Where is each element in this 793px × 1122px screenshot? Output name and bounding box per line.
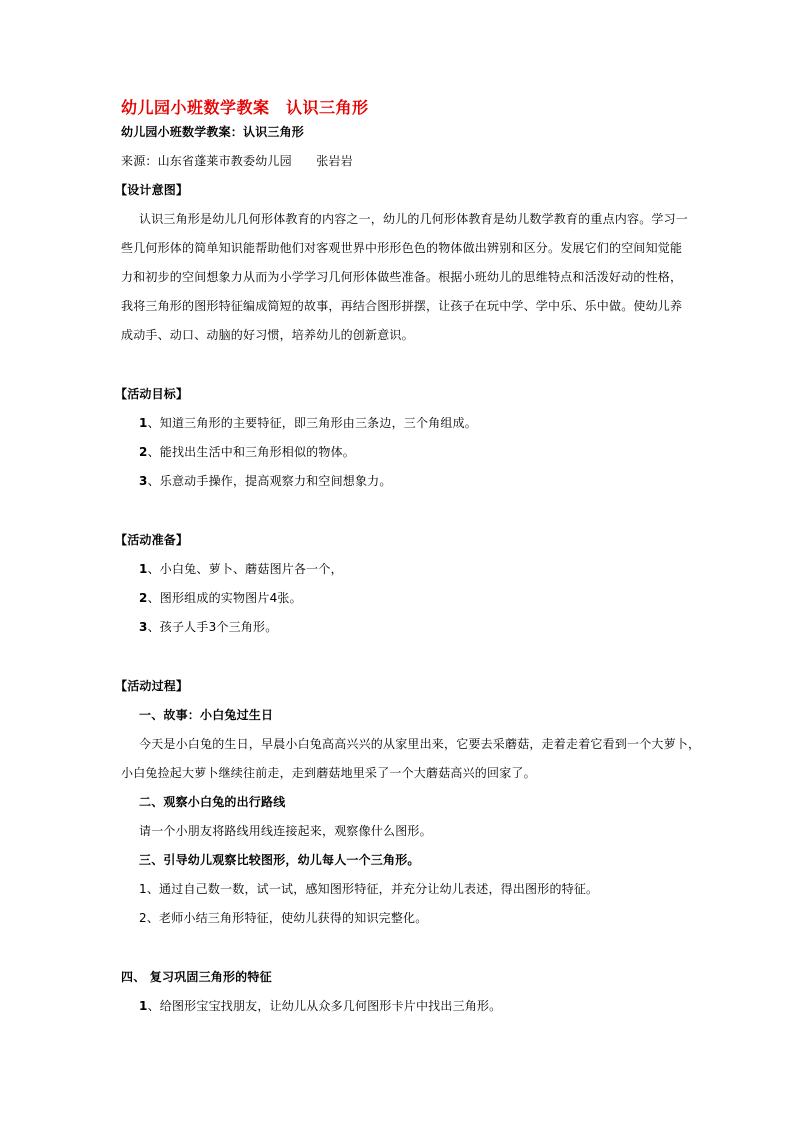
process-step-title: 一、故事：小白兔过生日 [139,708,274,722]
goal-item [139,444,355,460]
process-step-title: 四、 复习巩固三角形的特征 [121,970,272,984]
sub-item-number: 2 [139,911,147,925]
goal-item [139,473,392,489]
design-paragraph-line: 成动手、动口、动脑的好习惯，培养幼儿的创新意识。 [121,328,414,342]
prep-text: 、图形组成的实物图片4张。 [147,591,302,605]
prep-number: 1 [139,562,148,576]
goal-text: 、能找出生活中和三角形相似的物体。 [147,445,355,459]
prep-text: 、孩子人手3个三角形。 [147,620,278,634]
prep-item [139,561,343,577]
design-heading: 【设计意图】 [115,183,189,197]
design-paragraph-line: 力和初步的空间想象力从而为小学学习几何形体做些准备。根据小班幼儿的思维特点和活泼好动的性格， [121,270,683,284]
prep-text: 、小白兔、萝卜、蘑菇图片各一个， [147,562,343,576]
prep-number: 2 [139,591,148,605]
goal-text: 、知道三角形的主要特征，即三角形由三条边，三个角组成。 [147,416,477,430]
subtitle: 幼儿园小班数学教案：认识三角形 [121,125,305,139]
design-paragraph-line: 认识三角形是幼儿几何形体教育的内容之一，幼儿的几何形体教育是幼儿数学教育的重点内容。学习一 [139,212,689,226]
goal-item [139,415,477,431]
goal-text: 、乐意动手操作，提高观察力和空间想象力。 [147,474,392,488]
process-step-text: 请一个小朋友将路线用线连接起来，观察像什么图形。 [139,824,432,838]
prep-item [139,590,302,606]
design-paragraph-line: 我将三角形的图形特征编成简短的故事，再结合图形拼摆，让孩子在玩中学、学中乐、乐中做。使幼儿养 [121,299,683,313]
goal-number: 3 [139,474,148,488]
sub-item-number: 1 [139,999,148,1013]
goal-number: 2 [139,445,148,459]
prep-item [139,619,277,635]
page-title: 幼儿园小班数学教案 认识三角形 [121,98,369,117]
goals-heading: 【活动目标】 [115,387,189,401]
process-sub-item [139,998,501,1014]
sub-item-text: 、老师小结三角形特征，使幼儿获得的知识完整化。 [146,911,428,925]
process-sub-item [139,881,598,897]
sub-item-text: 、通过自己数一数，试一试，感知图形特征，并充分让幼儿表述，得出图形的特征。 [146,882,599,896]
process-sub-item [139,910,427,926]
prep-number: 3 [139,620,148,634]
source-line: 来源：山东省蓬莱市教委幼儿园 张岩岩 [121,154,353,168]
process-story-line: 小白兔捡起大萝卜继续往前走，走到蘑菇地里采了一个大蘑菇高兴的回家了。 [121,766,536,780]
process-story-line: 今天是小白兔的生日，早晨小白兔高高兴兴的从家里出来，它要去采蘑菇，走着走着它看到一个大萝卜， [139,737,701,751]
process-step-title: 二、观察小白兔的出行路线 [139,795,286,809]
sub-item-number: 1 [139,882,147,896]
design-paragraph-line: 些几何形体的简单知识能帮助他们对客观世界中形形色色的物体做出辨别和区分。发展它们的空间知觉能 [121,241,683,255]
sub-item-text: 、给图形宝宝找朋友，让幼儿从众多几何图形卡片中找出三角形。 [147,999,502,1013]
prep-heading: 【活动准备】 [115,533,189,547]
goal-number: 1 [139,416,148,430]
process-step-title: 三、引导幼儿观察比较图形，幼儿每人一个三角形。 [139,853,420,867]
process-heading: 【活动过程】 [115,679,189,693]
